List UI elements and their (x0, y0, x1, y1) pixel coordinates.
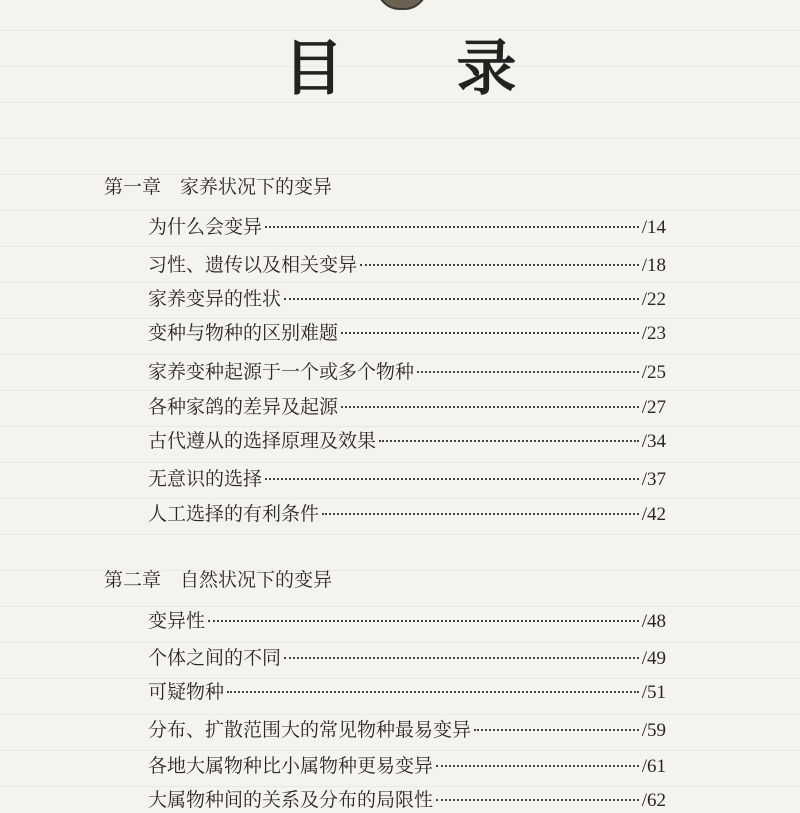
dot-leader (341, 332, 639, 334)
toc-entry[interactable] (148, 609, 666, 634)
toc-entry[interactable] (148, 321, 666, 346)
dot-leader (436, 799, 639, 801)
entry-page: /37 (641, 469, 666, 490)
entry-title: 可疑物种 (148, 681, 225, 703)
page-title: 目 录 (283, 34, 563, 104)
dot-leader (284, 657, 639, 659)
entry-page: /23 (641, 323, 666, 344)
entry-page: /14 (641, 217, 666, 238)
entry-title: 家养变异的性状 (148, 288, 282, 310)
dot-leader (265, 226, 639, 228)
entry-page: /18 (641, 255, 666, 276)
entry-page: /48 (641, 611, 666, 632)
toc-entry[interactable] (148, 502, 666, 527)
entry-page: /49 (641, 648, 666, 669)
entry-title: 个体之间的不同 (148, 647, 282, 669)
entry-page: /61 (641, 756, 666, 777)
dot-leader (208, 620, 639, 622)
entry-title: 无意识的选择 (148, 468, 263, 490)
entry-page: /42 (641, 504, 666, 525)
dot-leader (360, 264, 639, 266)
toc-entry[interactable] (148, 754, 666, 779)
dot-leader (417, 371, 639, 373)
entry-page: /62 (641, 790, 666, 811)
entry-page: /27 (641, 397, 666, 418)
entry-title: 古代遵从的选择原理及效果 (148, 430, 377, 452)
entry-title: 变种与物种的区别难题 (148, 322, 339, 344)
entry-title: 分布、扩散范围大的常见物种最易变异 (148, 719, 472, 741)
entry-page: /51 (641, 682, 666, 703)
entry-title: 大属物种间的关系及分布的局限性 (148, 789, 434, 811)
dot-leader (284, 298, 639, 300)
toc-entry[interactable] (148, 718, 666, 743)
toc-entry[interactable] (148, 680, 666, 705)
dot-leader (265, 478, 639, 480)
toc-entry[interactable] (148, 467, 666, 492)
entry-page: /59 (641, 720, 666, 741)
entry-title: 家养变种起源于一个或多个物种 (148, 361, 415, 383)
entry-page: /22 (641, 289, 666, 310)
toc-entry[interactable] (148, 253, 666, 278)
entry-title: 人工选择的有利条件 (148, 503, 320, 525)
toc-entry[interactable] (148, 646, 666, 671)
entry-title: 习性、遗传以及相关变异 (148, 254, 358, 276)
chapter-heading: 第二章 自然状况下的变异 (104, 569, 333, 591)
entry-page: /25 (641, 362, 666, 383)
toc-entry[interactable] (148, 287, 666, 312)
entry-title: 变异性 (148, 610, 206, 632)
toc-entry[interactable] (148, 395, 666, 420)
emblem-decoration (376, 0, 428, 10)
dot-leader (227, 691, 639, 693)
chapter-heading: 第一章 家养状况下的变异 (104, 176, 333, 198)
entry-title: 为什么会变异 (148, 216, 263, 238)
entry-title: 各种家鸽的差异及起源 (148, 396, 339, 418)
entry-page: /34 (641, 431, 666, 452)
toc-entry[interactable] (148, 429, 666, 454)
dot-leader (341, 406, 639, 408)
toc-entry[interactable] (148, 360, 666, 385)
dot-leader (322, 513, 639, 515)
toc-entry[interactable] (148, 215, 666, 240)
dot-leader (379, 440, 639, 442)
dot-leader (436, 765, 639, 767)
dot-leader (474, 729, 639, 731)
toc-entry[interactable] (148, 788, 666, 813)
entry-title: 各地大属物种比小属物种更易变异 (148, 755, 434, 777)
